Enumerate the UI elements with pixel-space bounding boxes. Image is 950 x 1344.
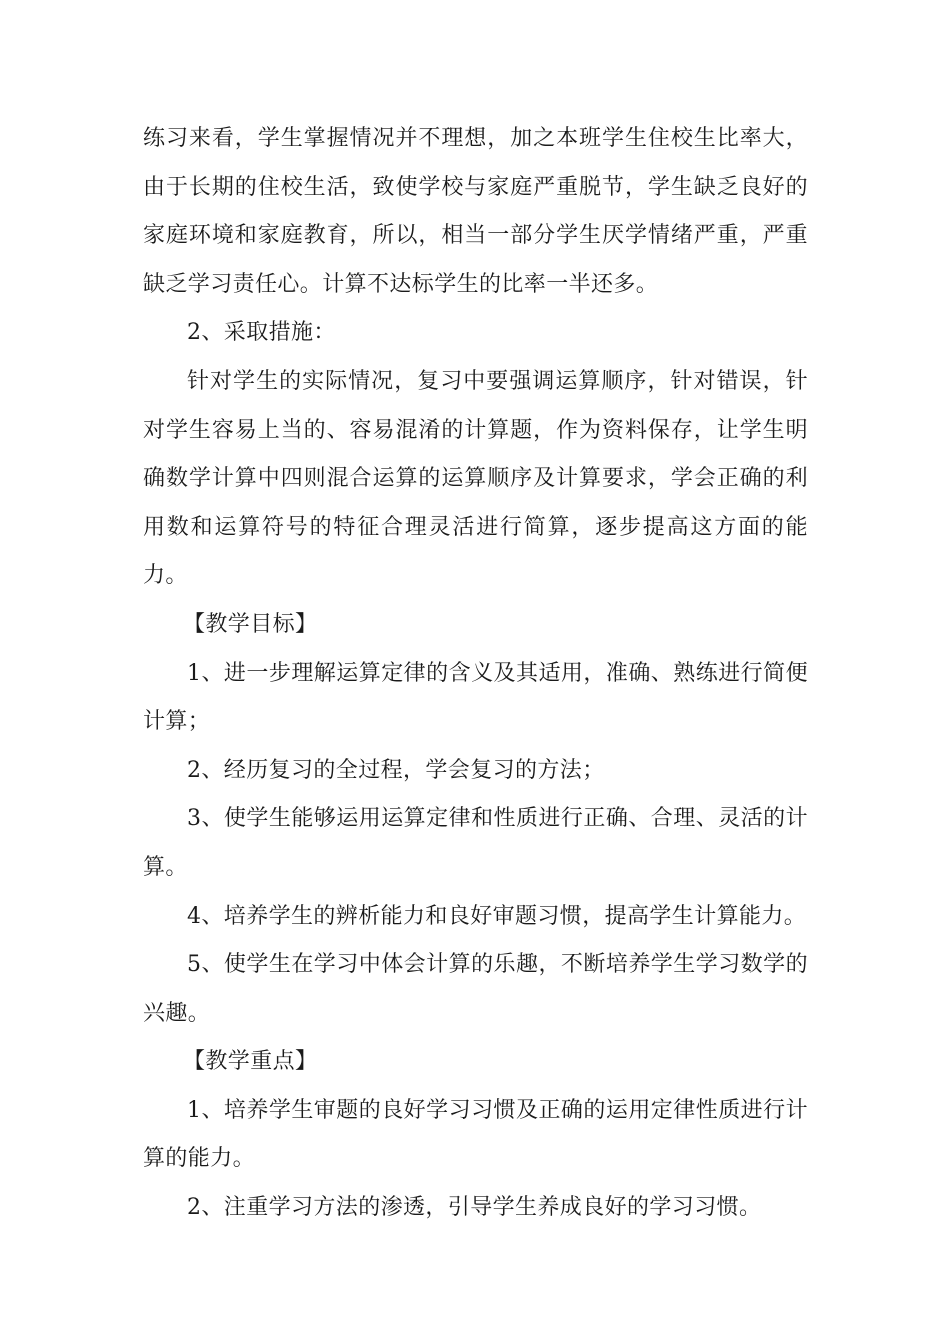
- goal-item-1: 1、进一步理解运算定律的含义及其适用，准确、熟练进行简便计算；: [143, 660, 808, 735]
- paragraph-measures-body: 针对学生的实际情况，复习中要强调运算顺序，针对错误，针对学生容易上当的、容易混淆的计算题，作为资料保存，让学生明确数学计算中四则混合运算的运算顺序及计算要求，学会正确的利用数和运算符号的特征合理灵活进行简算，逐步提高这方面的能力。: [143, 368, 808, 589]
- goal-item-4: 4、培养学生的辨析能力和良好审题习惯，提高学生计算能力。: [187, 903, 807, 929]
- focus-item-2: 2、注重学习方法的渗透，引导学生养成良好的学习习惯。: [187, 1195, 762, 1221]
- section-heading-teaching-goals: 【教学目标】: [183, 611, 318, 637]
- section-heading-teaching-focus: 【教学重点】: [183, 1049, 318, 1075]
- goal-item-2: 2、经历复习的全过程，学会复习的方法；: [187, 757, 605, 783]
- paragraph-measures-heading: 2、采取措施：: [187, 320, 336, 346]
- goal-item-3: 3、使学生能够运用运算定律和性质进行正确、合理、灵活的计算。: [143, 806, 808, 880]
- paragraph-continuation: 练习来看，学生掌握情况并不理想，加之本班学生住校生比率大，由于长期的住校生活，致使学校与家庭严重脱节，学生缺乏良好的家庭环境和家庭教育，所以，相当一部分学生厌学情绪严重，严重缺乏学习责任心。计算不达标学生的比率一半还多。: [143, 126, 808, 297]
- document-body: [143, 115, 808, 1233]
- goal-item-5: 5、使学生在学习中体会计算的乐趣，不断培养学生学习数学的兴趣。: [143, 952, 808, 1026]
- focus-item-1: 1、培养学生审题的良好学习习惯及正确的运用定律性质进行计算的能力。: [143, 1097, 808, 1172]
